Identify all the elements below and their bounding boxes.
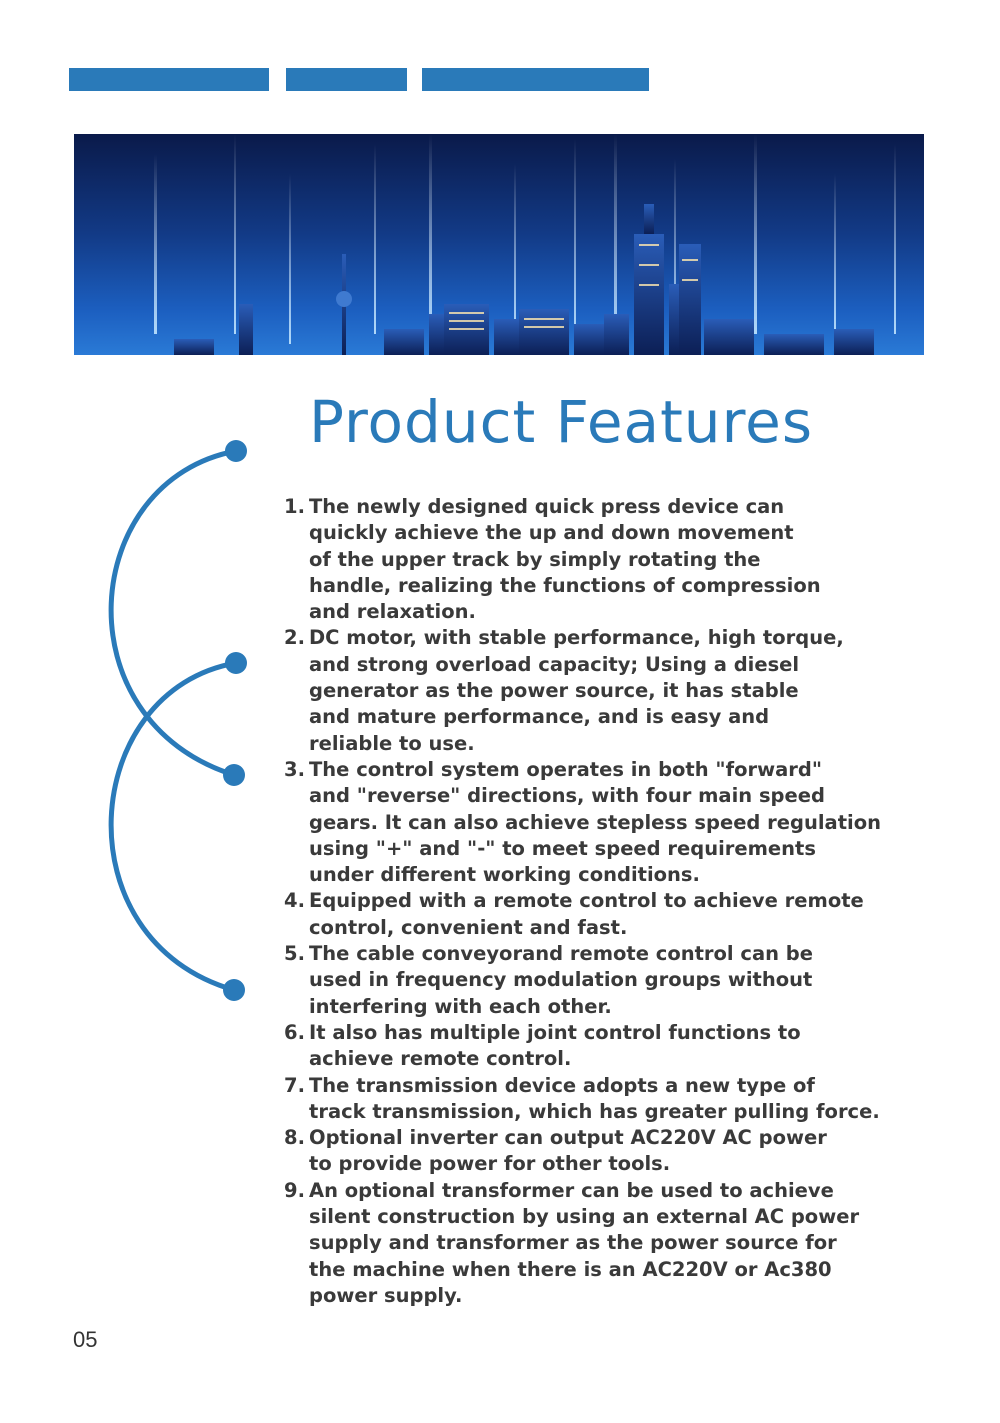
dot-4-icon [223, 979, 245, 1001]
feature-number: 8. [284, 1126, 305, 1150]
header-bar-3 [422, 68, 649, 91]
feature-number: 2. [284, 626, 305, 650]
feature-number: 7. [284, 1073, 305, 1097]
feature-item [284, 625, 894, 756]
feature-item [284, 888, 894, 941]
features-list [284, 494, 894, 1309]
feature-number: 9. [284, 1178, 305, 1202]
page-title: Product Features [309, 388, 814, 456]
feature-item [284, 941, 894, 1020]
feature-number: 6. [284, 1020, 305, 1044]
arc-top [111, 451, 236, 775]
feature-text: Optional inverter can output AC220V AC power to provide power for other tools. [309, 1126, 827, 1176]
feature-text: The newly designed quick press device can quickly achieve the up and down movement of the upper track by simply rotating the handle, realizing the functions of compression and relaxation. [309, 495, 821, 624]
feature-text: It also has multiple joint control functions to achieve remote control. [309, 1020, 801, 1071]
dot-3-icon [223, 764, 245, 786]
feature-item [284, 757, 894, 888]
feature-text: The cable conveyorand remote control can be used in frequency modulation groups without interfering with each other. [309, 942, 813, 1018]
page-number: 05 [73, 1327, 98, 1352]
feature-item [284, 1073, 894, 1126]
feature-number: 3. [284, 757, 305, 781]
dot-2-icon [225, 652, 247, 674]
header-bar-2 [286, 68, 407, 91]
decorative-arcs [0, 0, 300, 1010]
arc-bottom [111, 663, 236, 990]
feature-number: 4. [284, 889, 305, 913]
feature-text: Equipped with a remote control to achieve remote control, convenient and fast. [309, 889, 864, 939]
feature-text: The transmission device adopts a new type of track transmission, which has greater pulling force. [309, 1073, 880, 1123]
feature-item [284, 1178, 894, 1309]
feature-text: An optional transformer can be used to achieve silent construction by using an external AC power supply and transformer as the power source for the machine when there is an AC220V or Ac380 power supply. [309, 1178, 860, 1307]
feature-number: 1. [284, 495, 305, 518]
feature-item [284, 494, 894, 625]
feature-number: 5. [284, 942, 305, 966]
feature-item [284, 1020, 894, 1073]
feature-text: The control system operates in both "forward" and "reverse" directions, with four main speed gears. It can also achieve stepless speed regulation using "+" and "-" to meet speed requirements under different working conditions. [309, 757, 881, 887]
dot-1-icon [225, 440, 247, 462]
feature-text: DC motor, with stable performance, high torque, and strong overload capacity; Using a diesel generator as the power source, it has stable and mature performance, and is easy and reliable to use. [309, 626, 844, 755]
feature-item [284, 1125, 894, 1178]
